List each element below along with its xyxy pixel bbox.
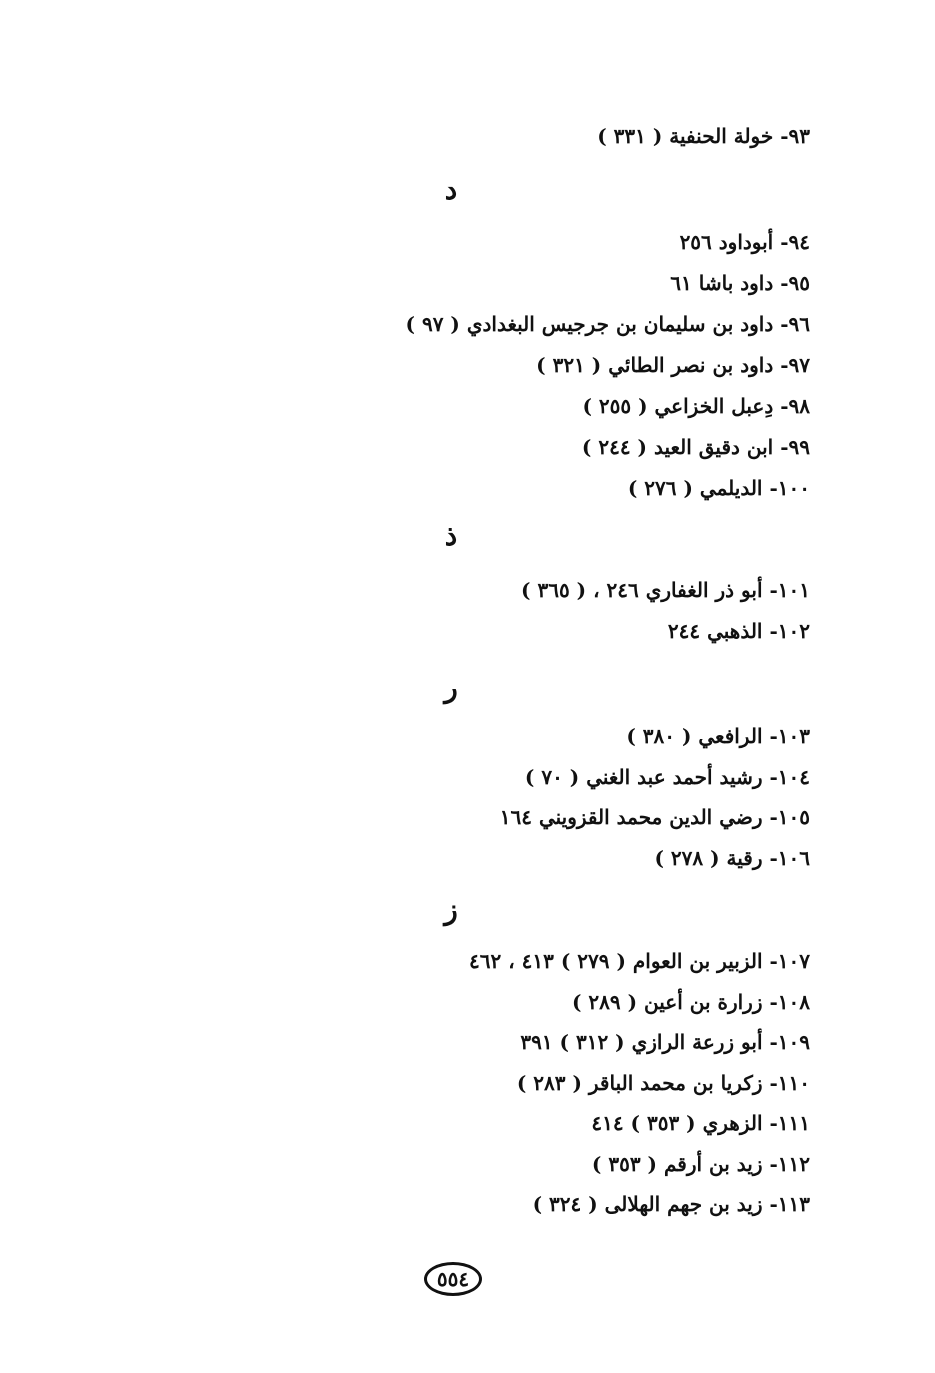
section-letter-dhal: ذ: [444, 519, 458, 552]
section-letter-dal: د: [444, 173, 458, 206]
index-entry: ١١٣- زيد بن جهم الهلالى ( ٣٢٤ ): [532, 1192, 810, 1216]
index-entry: ١٠٤- رشيد أحمد عبد الغني ( ٧٠ ): [524, 765, 810, 789]
index-entry: ١٠٨- زرارة بن أعين ( ٢٨٩ ): [571, 990, 810, 1014]
index-entry: ٩٧- داود بن نصر الطائي ( ٣٢١ ): [536, 353, 810, 377]
index-entry: ١٠٧- الزبير بن العوام ( ٢٧٩ ) ٤١٣ ، ٤٦٢: [469, 949, 810, 973]
section-letter-ra: ر: [444, 671, 458, 704]
index-entry: ٩٩- ابن دقيق العيد ( ٢٤٤ ): [581, 435, 810, 459]
index-entry: ١٠٢- الذهبي ٢٤٤: [667, 619, 810, 643]
index-entry: ١٠٩- أبو زرعة الرازي ( ٣١٢ ) ٣٩١: [520, 1030, 810, 1054]
index-entry: ١٠٠- الديلمي ( ٢٧٦ ): [627, 476, 810, 500]
index-entry: ١٠٣- الرافعي ( ٣٨٠ ): [626, 724, 810, 748]
section-letter-zay: ز: [444, 893, 458, 926]
index-entry: ١٠٦- رقية ( ٢٧٨ ): [654, 846, 810, 870]
index-entry: ١١١- الزهري ( ٣٥٣ ) ٤١٤: [591, 1111, 810, 1135]
index-entry: ٩٥- داود باشا ٦١: [670, 271, 810, 295]
index-entry: ٩٣- خولة الحنفية ( ٣٣١ ): [597, 124, 810, 148]
index-entry: ٩٦- داود بن سليمان بن جرجيس البغدادي ( ٩٧ ): [405, 312, 810, 336]
page-number: ٥٥٤: [424, 1262, 482, 1296]
index-entry: ١١٢- زيد بن أرقم ( ٣٥٣ ): [591, 1152, 810, 1176]
index-entry: ١١٠- زكريا بن محمد الباقر ( ٢٨٣ ): [516, 1071, 810, 1095]
index-entry: ٩٨- دِعبل الخزاعي ( ٢٥٥ ): [582, 394, 810, 418]
index-entry: ١٠١- أبو ذر الغفاري ٢٤٦ ، ( ٣٦٥ ): [521, 578, 810, 602]
index-entry: ٩٤- أبوداود ٢٥٦: [679, 230, 810, 254]
index-entry: ١٠٥- رضي الدين محمد القزويني ١٦٤: [499, 805, 810, 829]
